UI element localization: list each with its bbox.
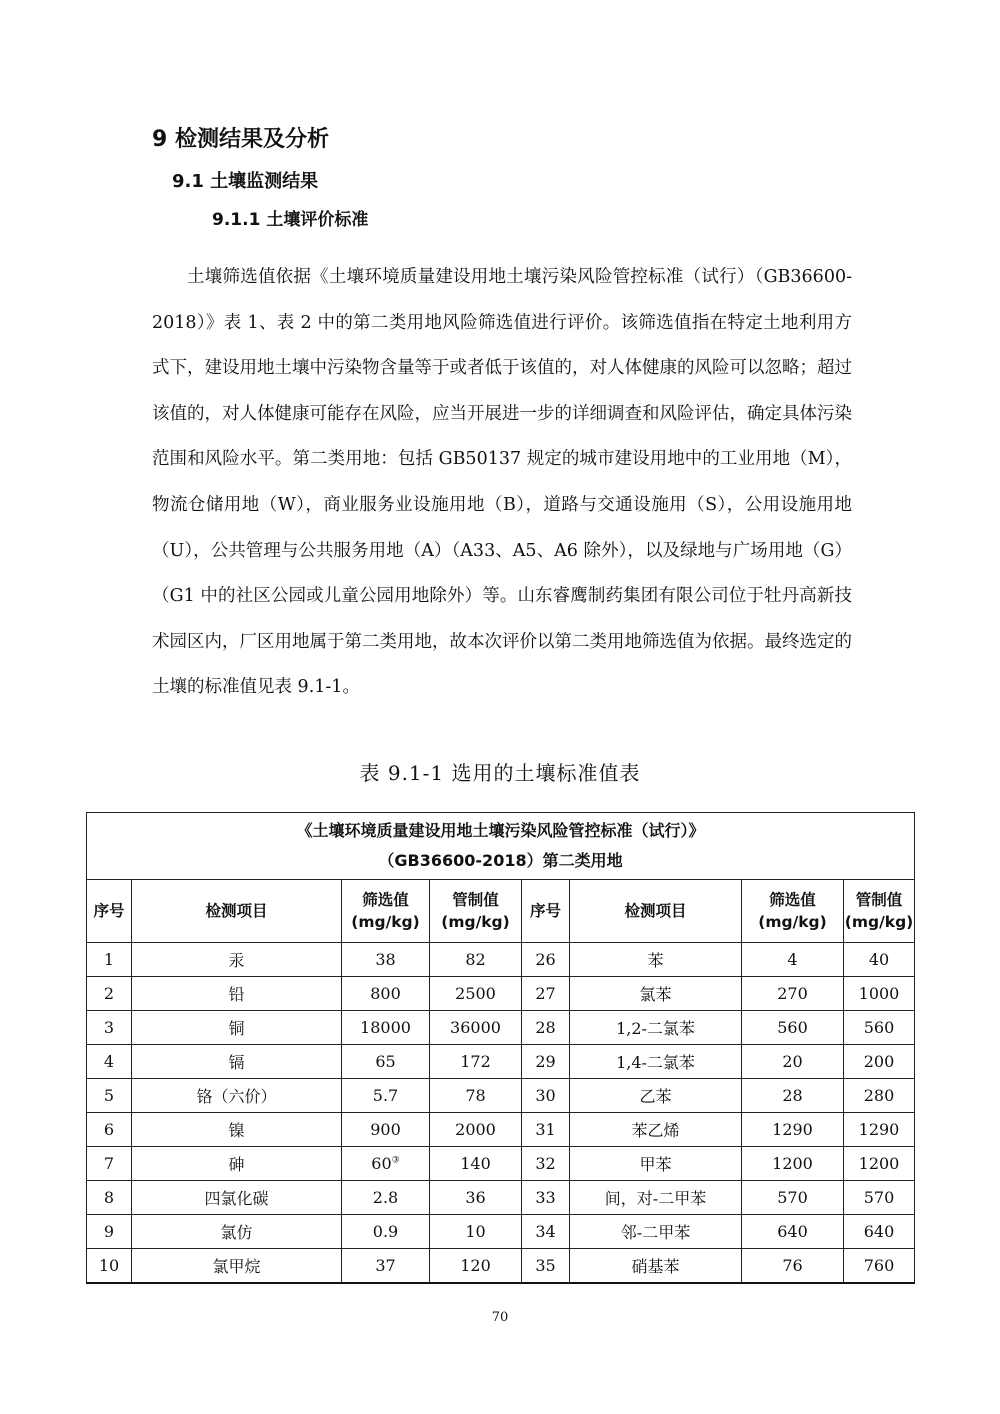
cell-screen-value: 1200 (772, 1154, 813, 1173)
cell-no-value: 6 (103, 1120, 115, 1139)
cell-item-value: 汞 (228, 951, 245, 970)
cell-control-value: 560 (863, 1018, 895, 1037)
cell-control-value: 172 (460, 1052, 491, 1071)
cell-screen-value: 560 (777, 1018, 808, 1037)
cell-screen (742, 1011, 844, 1045)
cell-control (430, 1011, 522, 1045)
cell-no (87, 1113, 132, 1147)
cell-item (570, 1215, 742, 1249)
cell-screen (342, 1113, 430, 1147)
cell-no (522, 1249, 570, 1284)
cell-screen (342, 1079, 430, 1113)
cell-no (87, 1215, 132, 1249)
cell-control-value: 640 (863, 1222, 895, 1241)
cell-control (430, 1079, 522, 1113)
cell-no-value: 34 (535, 1222, 556, 1241)
cell-screen (742, 1215, 844, 1249)
cell-screen (742, 1147, 844, 1181)
cell-item (570, 1147, 742, 1181)
cell-item-value: 氯仿 (220, 1223, 253, 1242)
cell-control-value: 78 (465, 1086, 486, 1105)
cell-screen-value: 2.8 (372, 1188, 399, 1207)
cell-item-value: 硝基苯 (631, 1257, 680, 1276)
cell-item-value: 砷 (228, 1155, 245, 1174)
cell-control (844, 1181, 915, 1215)
cell-item-value: 苯 (647, 951, 664, 970)
page-number: 70 (491, 1310, 509, 1325)
cell-item (132, 1079, 342, 1113)
cell-screen (742, 1113, 844, 1147)
cell-control-value: 82 (465, 950, 486, 969)
cell-screen-value: 4 (787, 950, 798, 969)
cell-screen (342, 977, 430, 1011)
cell-item (132, 1045, 342, 1079)
cell-screen-value: 270 (777, 984, 808, 1003)
cell-screen-value: 38 (375, 950, 396, 969)
cell-no (522, 1215, 570, 1249)
cell-screen-value: 1290 (772, 1120, 813, 1139)
header-control (430, 880, 522, 943)
cell-no (522, 1079, 570, 1113)
cell-no-value: 28 (535, 1018, 556, 1037)
table-title (87, 813, 915, 880)
cell-no-value: 29 (535, 1052, 556, 1071)
header-item: 检测项目 (132, 880, 342, 943)
cell-item (132, 977, 342, 1011)
cell-control-value: 2500 (455, 984, 496, 1003)
cell-item-value: 乙苯 (639, 1087, 672, 1106)
cell-item (570, 977, 742, 1011)
header-unit: (mg/kg) (758, 913, 827, 931)
cell-control-value: 760 (863, 1256, 895, 1275)
cell-screen-value: 60 (371, 1154, 392, 1173)
cell-no (522, 1011, 570, 1045)
cell-no-value: 27 (535, 984, 556, 1003)
cell-control (844, 1147, 915, 1181)
cell-item (570, 1113, 742, 1147)
cell-control-value: 280 (863, 1086, 895, 1105)
cell-screen (742, 1249, 844, 1284)
cell-control (844, 977, 915, 1011)
cell-item (132, 1249, 342, 1284)
table-title-line1: 《土壤环境质量建设用地土壤污染风险管控标准（试行）》 (296, 821, 705, 840)
header-no: 序号 (522, 880, 570, 943)
header-item: 检测项目 (570, 880, 742, 943)
cell-screen-value: 570 (777, 1188, 808, 1207)
cell-control (430, 1045, 522, 1079)
cell-screen-value: 76 (782, 1256, 803, 1275)
cell-screen (342, 1045, 430, 1079)
cell-item-value: 铬（六价） (196, 1087, 277, 1106)
header-unit: (mg/kg) (441, 913, 510, 931)
cell-no-value: 1 (103, 950, 115, 969)
table-row (87, 1215, 915, 1249)
cell-no-value: 7 (103, 1154, 115, 1173)
cell-item-value: 四氯化碳 (204, 1189, 269, 1208)
cell-control-value: 2000 (455, 1120, 496, 1139)
cell-no (87, 1249, 132, 1284)
cell-control (844, 1011, 915, 1045)
cell-control (430, 1249, 522, 1284)
cell-control (844, 1215, 915, 1249)
cell-item (132, 1181, 342, 1215)
cell-no (522, 1045, 570, 1079)
cell-item-value: 1,4-二氯苯 (616, 1053, 695, 1072)
header-control (844, 880, 915, 943)
header-screen (742, 880, 844, 943)
cell-item (570, 1181, 742, 1215)
cell-screen-value: 800 (370, 984, 401, 1003)
header-screen-label: 筛选值 (362, 891, 409, 909)
cell-control (430, 1113, 522, 1147)
cell-control (844, 1079, 915, 1113)
subsubsection-heading: 9.1.1 土壤评价标准 (212, 210, 369, 230)
table-row (87, 1147, 915, 1181)
cell-no-value: 8 (103, 1188, 115, 1207)
cell-screen (342, 1215, 430, 1249)
header-control-label: 管制值 (452, 891, 499, 909)
cell-no-value: 26 (535, 950, 556, 969)
subsection-heading: 9.1 土壤监测结果 (172, 171, 319, 192)
table-row (87, 1249, 915, 1284)
cell-screen (342, 1249, 430, 1284)
cell-no (87, 1045, 132, 1079)
cell-no (522, 1113, 570, 1147)
cell-no (522, 977, 570, 1011)
cell-screen (742, 977, 844, 1011)
table-title-line2: （GB36600-2018）第二类用地 (378, 851, 623, 870)
cell-item (570, 1249, 742, 1284)
cell-item (570, 1079, 742, 1113)
cell-control (430, 1181, 522, 1215)
cell-control-value: 40 (868, 950, 890, 969)
header-screen (342, 880, 430, 943)
table-row (87, 1045, 915, 1079)
cell-screen-value: 28 (782, 1086, 803, 1105)
cell-no-value: 32 (535, 1154, 556, 1173)
table-row (87, 1113, 915, 1147)
cell-control-value: 120 (460, 1256, 491, 1275)
cell-no-value: 5 (103, 1086, 115, 1105)
cell-no (87, 977, 132, 1011)
cell-control (844, 1113, 915, 1147)
cell-no-value: 31 (535, 1120, 556, 1139)
cell-item-value: 铜 (228, 1019, 245, 1038)
cell-screen-value: 900 (370, 1120, 401, 1139)
table-row (87, 943, 915, 977)
cell-screen (742, 1045, 844, 1079)
cell-control (430, 943, 522, 977)
cell-screen-value: 640 (777, 1222, 808, 1241)
cell-no (87, 1079, 132, 1113)
cell-no (87, 1011, 132, 1045)
cell-no (522, 943, 570, 977)
table-row (87, 977, 915, 1011)
cell-no-value: 10 (98, 1256, 120, 1275)
cell-control (430, 977, 522, 1011)
cell-item-value: 邻-二甲苯 (620, 1223, 691, 1242)
cell-control-value: 1200 (858, 1154, 900, 1173)
soil-standard-table (86, 812, 915, 1284)
cell-screen (742, 1079, 844, 1113)
header-control-label: 管制值 (855, 891, 903, 909)
cell-no-value: 30 (535, 1086, 556, 1105)
cell-control (844, 1249, 915, 1284)
cell-item (570, 943, 742, 977)
cell-no (87, 943, 132, 977)
cell-screen-value: 20 (782, 1052, 803, 1071)
table-row (87, 1011, 915, 1045)
table-row (87, 1181, 915, 1215)
cell-control-value: 36000 (450, 1018, 501, 1037)
paragraph-text: 土壤筛选值依据《土壤环境质量建设用地土壤污染风险管控标准（试行）（GB36600-2018）》表 1、表 2 中的第二类用地风险筛选值进行评价。该筛选值指在特定土地利用方式下，建设用地土壤中污染物含量等于或者低于该值的，对人体健康的风险可以忽略；超过该值的，对人体健康可能存在风险，应当开展进一步的详细调查和风险评估，确定具体污染范围和风险水平。第二类用地：包括 GB50137 规定的城市建设用地中的工业用地（M），物流仓储用地（W），商业服务业设施用地（B），道路与交通设施用（S），公用设施用地（U），公共管理与公共服务用地（A）（A33、A5、A6 除外），以及绿地与广场用地（G）（G1 中的社区公园或儿童公园用地除外）等。山东睿鹰制药集团有限公司位于牡丹高新技术园区内，厂区用地属于第二类用地，故本次评价以第二类用地筛选值为依据。最终选定的土壤的标准值见表 9.1-1。 (152, 267, 852, 698)
cell-item-value: 镉 (228, 1053, 245, 1072)
cell-control-value: 1290 (858, 1120, 900, 1139)
cell-item (132, 1215, 342, 1249)
cell-control-value: 10 (465, 1222, 486, 1241)
cell-no-value: 9 (103, 1222, 115, 1241)
cell-control (430, 1215, 522, 1249)
cell-control-value: 36 (465, 1188, 486, 1207)
cell-item-value: 铅 (228, 985, 245, 1004)
footnote-marker: ③ (391, 1155, 400, 1166)
cell-no (87, 1181, 132, 1215)
cell-item-value: 氯甲烷 (212, 1257, 261, 1276)
cell-item (570, 1011, 742, 1045)
cell-screen (342, 1011, 430, 1045)
cell-item (132, 1011, 342, 1045)
cell-item-value: 苯乙烯 (631, 1121, 680, 1140)
cell-screen (342, 1181, 430, 1215)
cell-control-value: 1000 (858, 984, 900, 1003)
cell-screen-value: 65 (375, 1052, 396, 1071)
cell-screen (342, 943, 430, 977)
cell-control (844, 943, 915, 977)
cell-no-value: 4 (103, 1052, 115, 1071)
cell-no (522, 1181, 570, 1215)
cell-control-value: 140 (460, 1154, 491, 1173)
section-heading: 9 检测结果及分析 (152, 127, 329, 152)
cell-no (522, 1147, 570, 1181)
cell-screen-value: 37 (375, 1256, 396, 1275)
table-row (87, 1079, 915, 1113)
header-screen-label: 筛选值 (769, 891, 816, 909)
cell-screen-value: 18000 (360, 1018, 411, 1037)
header-unit: (mg/kg) (351, 913, 420, 931)
cell-no-value: 35 (535, 1256, 556, 1275)
cell-item-value: 氯苯 (639, 985, 672, 1004)
cell-control (430, 1147, 522, 1181)
table-header-row (87, 880, 915, 943)
header-unit: (mg/kg) (844, 913, 914, 931)
header-no: 序号 (87, 880, 132, 943)
cell-screen (742, 1181, 844, 1215)
cell-screen-value: 5.7 (372, 1086, 399, 1105)
cell-no-value: 3 (103, 1018, 115, 1037)
cell-item-value: 1,2-二氯苯 (616, 1019, 695, 1038)
cell-item (132, 1147, 342, 1181)
cell-item (570, 1045, 742, 1079)
cell-no-value: 2 (103, 984, 115, 1003)
body-paragraph (152, 255, 852, 711)
cell-no (87, 1147, 132, 1181)
cell-item-value: 间，对-二甲苯 (604, 1189, 707, 1208)
cell-control-value: 570 (863, 1188, 895, 1207)
cell-control-value: 200 (863, 1052, 895, 1071)
cell-screen-value: 0.9 (372, 1222, 399, 1241)
cell-item (132, 943, 342, 977)
cell-item-value: 镍 (228, 1121, 245, 1140)
cell-screen (742, 943, 844, 977)
table-caption: 表 9.1-1 选用的土壤标准值表 (359, 761, 641, 785)
cell-item-value: 甲苯 (639, 1155, 672, 1174)
cell-screen (342, 1147, 430, 1181)
cell-control (844, 1045, 915, 1079)
cell-no-value: 33 (535, 1188, 556, 1207)
cell-item (132, 1113, 342, 1147)
